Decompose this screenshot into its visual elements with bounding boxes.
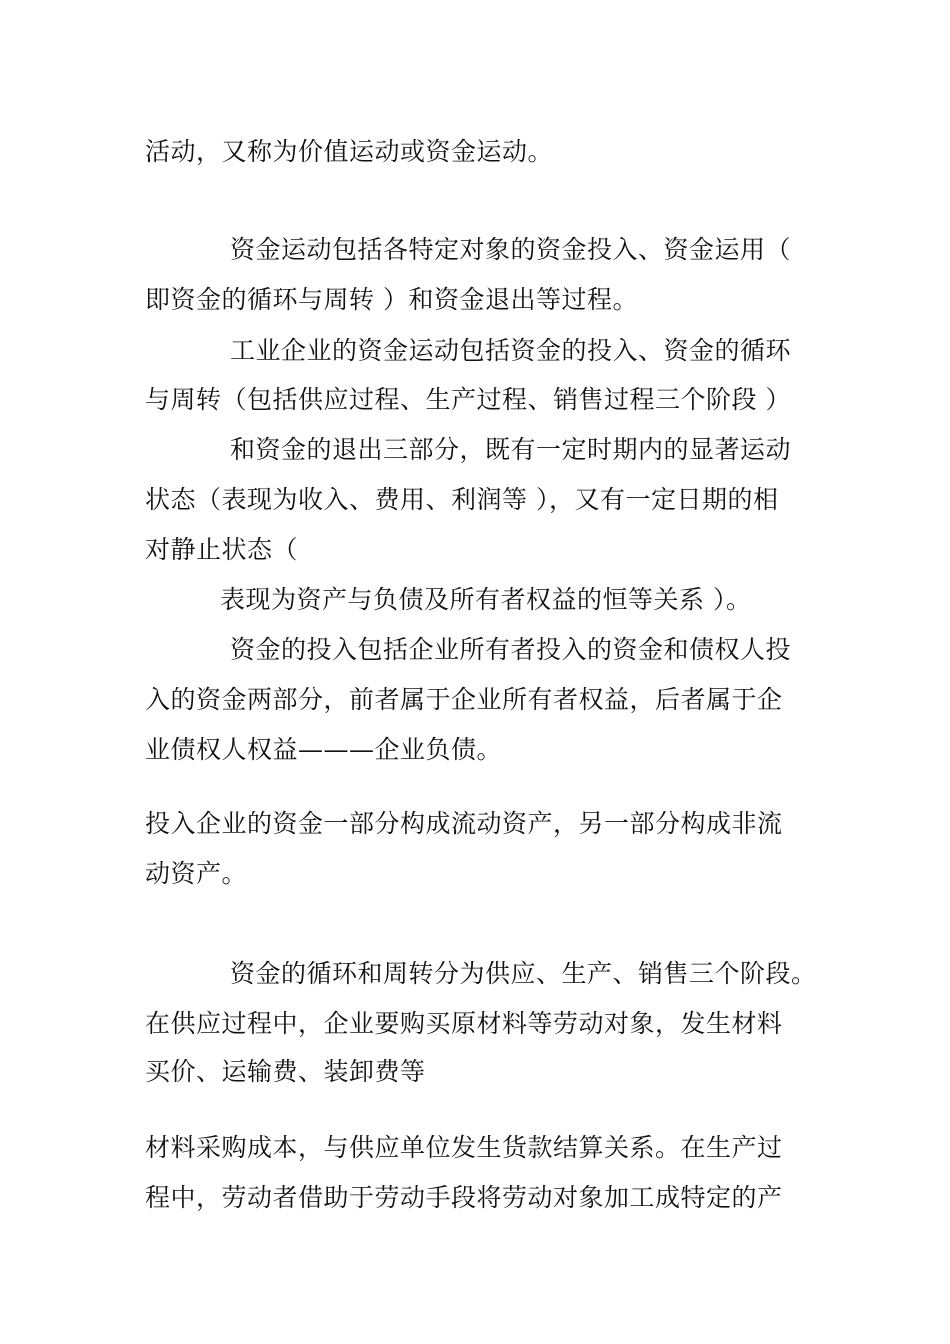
- text-line: 材料采购成本，与供应单位发生货款结算关系。在生产过: [145, 1133, 783, 1162]
- text-line: 资金的投入包括企业所有者投入的资金和债权人投: [230, 635, 792, 664]
- text-line: 程中，劳动者借助于劳动手段将劳动对象加工成特定的产: [145, 1183, 783, 1212]
- text-line: 买价、运输费、装卸费等: [145, 1057, 426, 1086]
- text-line: 表现为资产与负债及所有者权益的恒等关系 ）。: [220, 585, 752, 614]
- text-line: 资金运动包括各特定对象的资金投入、资金运用（: [230, 235, 792, 264]
- text-line: 业债权人权益———企业负债。: [145, 735, 503, 764]
- text-line: 在供应过程中，企业要购买原材料等劳动对象，发生材料: [145, 1009, 783, 1038]
- text-line: 投入企业的资金一部分构成流动资产，另一部分构成非流: [145, 809, 783, 838]
- text-line: 工业企业的资金运动包括资金的投入、资金的循环: [230, 336, 792, 365]
- text-line: 与周转（包括供应过程、生产过程、销售过程三个阶段 ）: [145, 385, 791, 414]
- text-line: 状态（表现为收入、费用、利润等 ），又有一定日期的相: [145, 485, 779, 514]
- text-line: 即资金的循环与周转 ）和资金退出等过程。: [145, 285, 638, 314]
- text-line: 对静止状态（: [145, 535, 299, 564]
- text-line: 和资金的退出三部分，既有一定时期内的显著运动: [230, 435, 792, 464]
- text-line: 动资产。: [145, 859, 248, 888]
- text-line: 入的资金两部分，前者属于企业所有者权益，后者属于企: [145, 685, 783, 714]
- text-line: 资金的循环和周转分为供应、生产、销售三个阶段。: [230, 959, 817, 988]
- text-line: 活动，又称为价值运动或资金运动。: [145, 137, 554, 166]
